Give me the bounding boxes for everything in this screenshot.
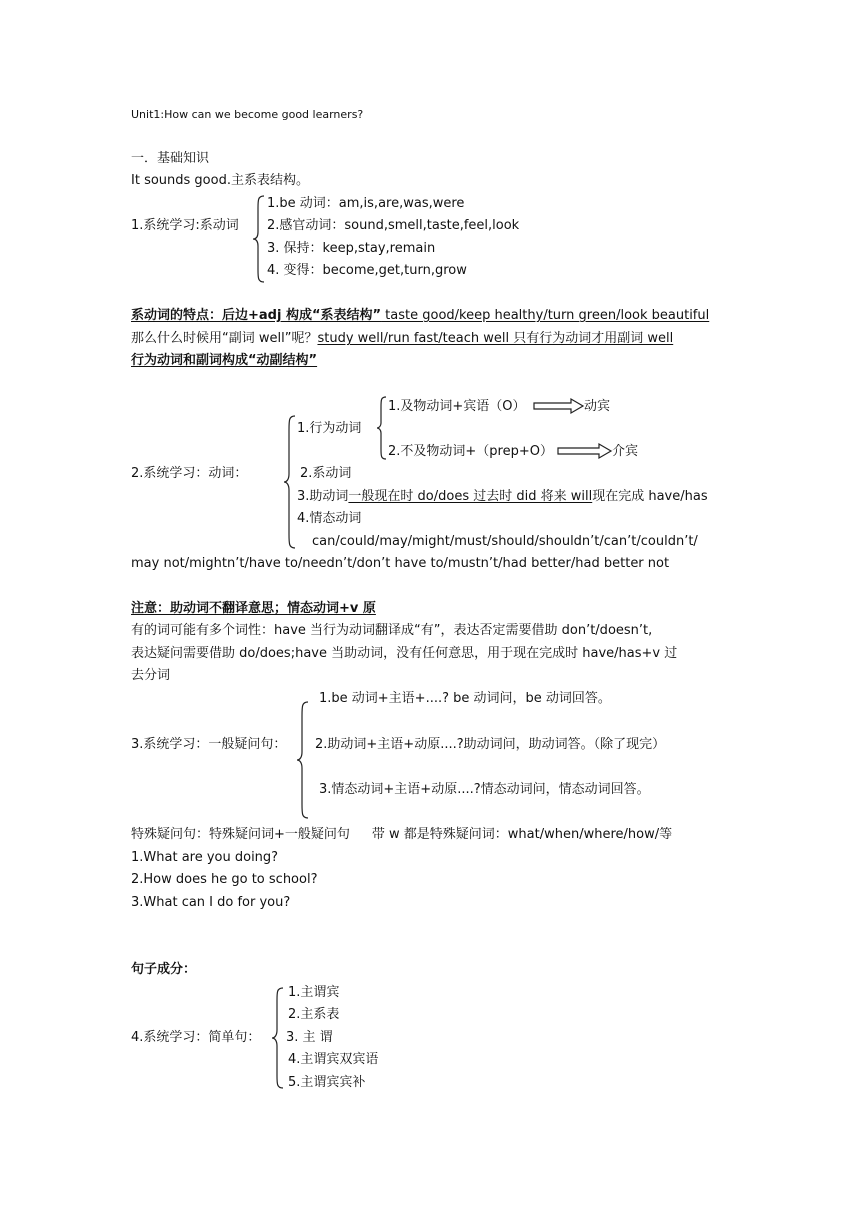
simple-sentence-item: 1.主谓宾 — [288, 985, 340, 1000]
note: 注意：助动词不翻译意思；情态动词+v 原 — [131, 601, 376, 616]
intransitive-verb: 2.不及物动词+（prep+O） — [388, 444, 553, 459]
aux-detail: 一般现在时 do/does 过去时 did 将来 will — [348, 489, 593, 504]
example-sentence: It sounds good.主系表结构。 — [131, 173, 309, 188]
example-question: 3.What can I do for you? — [131, 895, 291, 910]
example-question: 2.How does he go to school? — [131, 872, 318, 887]
auxiliary-verb — [297, 488, 708, 506]
section-heading: 一．基础知识 — [131, 151, 210, 166]
brace-icon — [271, 986, 285, 1090]
special-question — [131, 826, 672, 844]
sentence-parts-heading: 句子成分： — [131, 962, 197, 977]
transitive-verb: 1.及物动词+宾语（O） — [388, 399, 526, 414]
modal-list: can/could/may/might/must/should/shouldn’t/can’t/couldn’t/ — [312, 534, 698, 549]
brace-icon — [296, 700, 310, 820]
adverb-examples: study well/run fast/teach well 只有行为动词才用副词 well — [317, 331, 674, 346]
yes-no-question-item: 1.be 动词+主语+....? be 动词问，be 动词回答。 — [319, 691, 611, 706]
special-question-note: 带 w 都是特殊疑问词：what/when/where/how/等 — [371, 827, 673, 842]
simple-sentence-item: 4.主谓宾双宾语 — [288, 1052, 379, 1067]
brace-icon — [283, 414, 297, 550]
verb-adverb-structure: 行为动词和副词构成“动副结构” — [131, 353, 318, 368]
linking-verb-item: 2.感官动词：sound,smell,taste,feel,look — [267, 218, 520, 233]
brace-icon — [376, 395, 388, 461]
linking-verb-item: 3. 保持：keep,stay,remain — [267, 241, 436, 256]
linking-verb-label: 1.系统学习:系动词 — [131, 218, 239, 233]
arrow-right-icon — [533, 398, 585, 414]
linking-verb: 2.系动词 — [300, 466, 352, 481]
have-paragraph: 有的词可能有多个词性：have 当行为动词翻译成“有”，表达否定需要借助 don’t/doesn’t, — [131, 623, 653, 638]
intransitive-result: 介宾 — [612, 444, 639, 459]
action-verb: 1.行为动词 — [297, 421, 362, 436]
have-paragraph: 表达疑问需要借助 do/does;have 当助动词，没有任何意思，用于现在完成时 have/has+v 过 — [131, 646, 678, 661]
aux-prefix: 3.助动词 — [297, 489, 349, 504]
special-question-text: 特殊疑问句：特殊疑问词+一般疑问句 — [131, 827, 350, 842]
adverb-question-text: 那么什么时候用“副词 well”呢？ — [131, 331, 318, 346]
simple-sentence-label: 4.系统学习：简单句： — [131, 1030, 261, 1045]
example-question: 1.What are you doing? — [131, 850, 279, 865]
verb-label: 2.系统学习：动词： — [131, 466, 248, 481]
feature-bold: 系动词的特点：后边+adj 构成“系表结构” — [131, 308, 382, 323]
modal-verb: 4.情态动词 — [297, 511, 362, 526]
linking-verb-feature — [131, 307, 709, 325]
yes-no-question-item: 2.助动词+主语+动原....?助动词问，助动词答。（除了现完） — [315, 737, 666, 752]
page-title: Unit1:How can we become good learners? — [131, 108, 364, 121]
modal-list: may not/mightn’t/have to/needn’t/don’t have to/mustn’t/had better/had better not — [131, 556, 670, 571]
simple-sentence-item: 3. 主 谓 — [286, 1030, 333, 1045]
simple-sentence-item: 2.主系表 — [288, 1007, 340, 1022]
transitive-result: 动宾 — [584, 399, 611, 414]
yes-no-question-label: 3.系统学习：一般疑问句： — [131, 737, 287, 752]
have-paragraph: 去分词 — [131, 668, 171, 683]
linking-verb-item: 4. 变得：become,get,turn,grow — [267, 263, 467, 278]
adverb-question — [131, 330, 673, 348]
brace-icon — [252, 194, 266, 284]
feature-examples: taste good/keep healthy/turn green/look beautiful — [381, 308, 710, 323]
linking-verb-item: 1.be 动词：am,is,are,was,were — [267, 196, 465, 211]
simple-sentence-item: 5.主谓宾宾补 — [288, 1075, 366, 1090]
arrow-right-icon — [557, 443, 613, 459]
aux-suffix: 现在完成 have/has — [592, 489, 708, 504]
yes-no-question-item: 3.情态动词+主语+动原....?情态动词问，情态动词回答。 — [319, 782, 650, 797]
